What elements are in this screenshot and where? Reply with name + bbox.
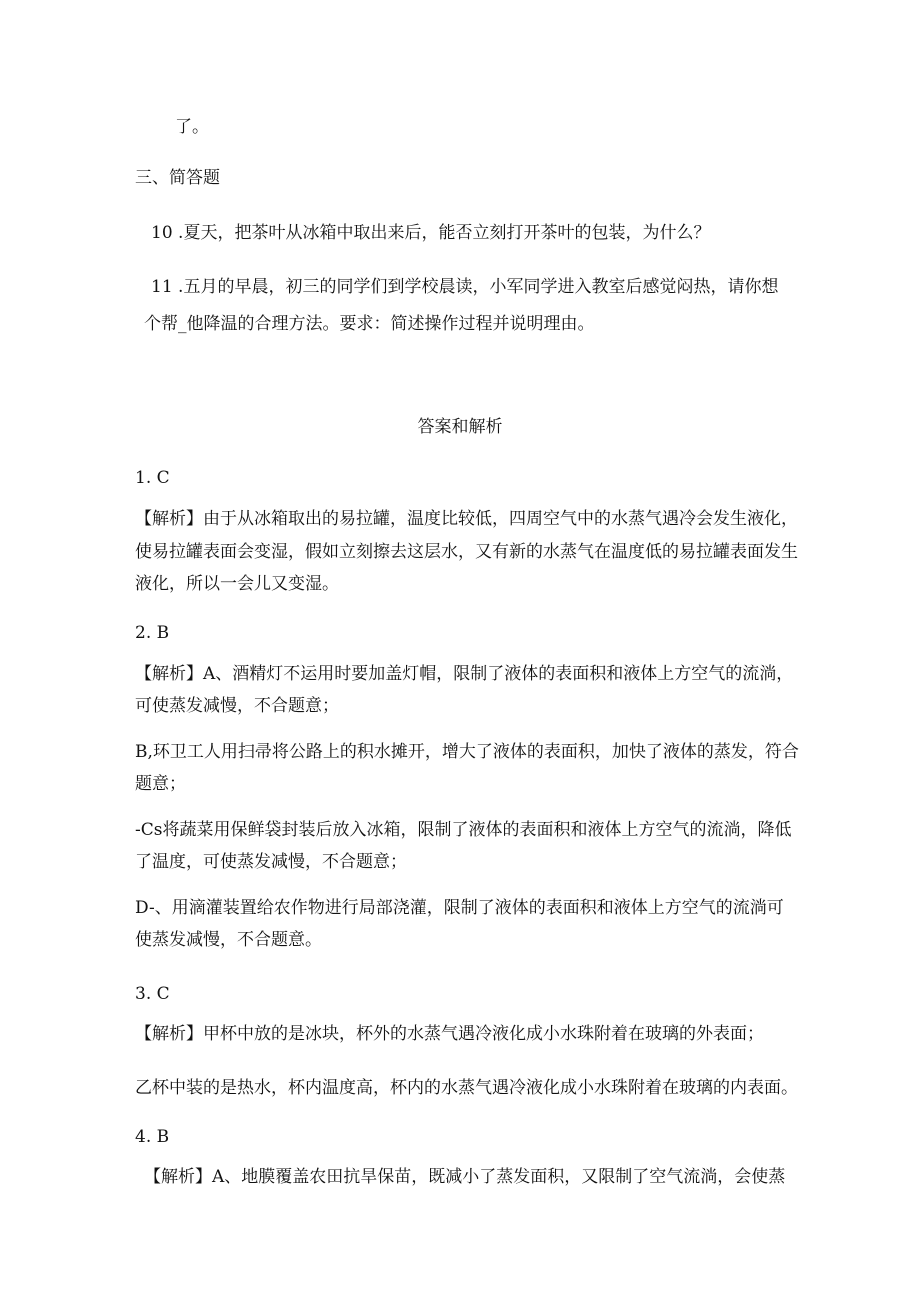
- explanation-1-line-1: 【解析】由于从冰箱取出的易拉罐，温度比较低，四周空气中的水蒸气遇冷会发生液化，: [135, 509, 798, 529]
- question-11-line-2: 个帮_他降温的合理方法。要求：简述操作过程并说明理由。: [144, 314, 595, 334]
- answers-title: 答案和解析: [417, 417, 503, 437]
- explanation-3-line-1: 【解析】甲杯中放的是冰块，杯外的水蒸气遇冷液化成小水珠附着在玻璃的外表面；: [135, 1024, 764, 1044]
- explanation-2-line-1: 【解析】A、酒精灯不运用时要加盖灯帽，限制了液体的表面积和液体上方空气的流淌，: [135, 664, 794, 684]
- explanation-2-line-2: 可使蒸发减慢，不合题意；: [135, 696, 339, 716]
- explanation-2-line-7: D-、用滴灌装置给农作物进行局部浇灌，限制了液体的表面积和液体上方空气的流淌可: [135, 898, 784, 918]
- continued-text: 了。: [175, 117, 209, 137]
- explanation-2-line-3: B,环卫工人用扫帚将公路上的积水摊开，增大了液体的表面积，加快了液体的蒸发，符合: [135, 742, 799, 762]
- explanation-2-line-5: -Cs将蔬菜用保鲜袋封装后放入冰箱，限制了液体的表面积和液体上方空气的流淌，降低: [135, 820, 792, 840]
- explanation-4-line-1: 【解析】A、地膜覆盖农田抗旱保苗，既减小了蒸发面积，又限制了空气流淌，会使蒸: [144, 1167, 786, 1187]
- question-10: 10 .夏天，把茶叶从冰箱中取出来后，能否立刻打开茶叶的包装，为什么？: [151, 223, 711, 243]
- section-heading: 三、简答题: [135, 168, 220, 188]
- explanation-3-line-2: 乙杯中装的是热水，杯内温度高，杯内的水蒸气遇冷液化成小水珠附着在玻璃的内表面。: [135, 1078, 798, 1098]
- explanation-2-line-4: 题意；: [135, 774, 186, 794]
- explanation-2-line-8: 使蒸发减慢，不合题意。: [135, 930, 322, 950]
- answer-3: 3. C: [135, 984, 170, 1004]
- answer-2: 2. B: [135, 623, 170, 643]
- answer-4: 4. B: [135, 1127, 170, 1147]
- question-11-line-1: 11 .五月的早晨，初三的同学们到学校晨读，小军同学进入教室后感觉闷热，请你想: [151, 277, 779, 297]
- answer-1: 1. C: [135, 468, 170, 488]
- explanation-2-line-6: 了温度，可使蒸发减慢，不合题意；: [135, 852, 407, 872]
- explanation-1-line-2: 使易拉罐表面会变湿，假如立刻擦去这层水，又有新的水蒸气在温度低的易拉罐表面发生: [135, 542, 798, 562]
- explanation-1-line-3: 液化，所以一会儿又变湿。: [135, 574, 339, 594]
